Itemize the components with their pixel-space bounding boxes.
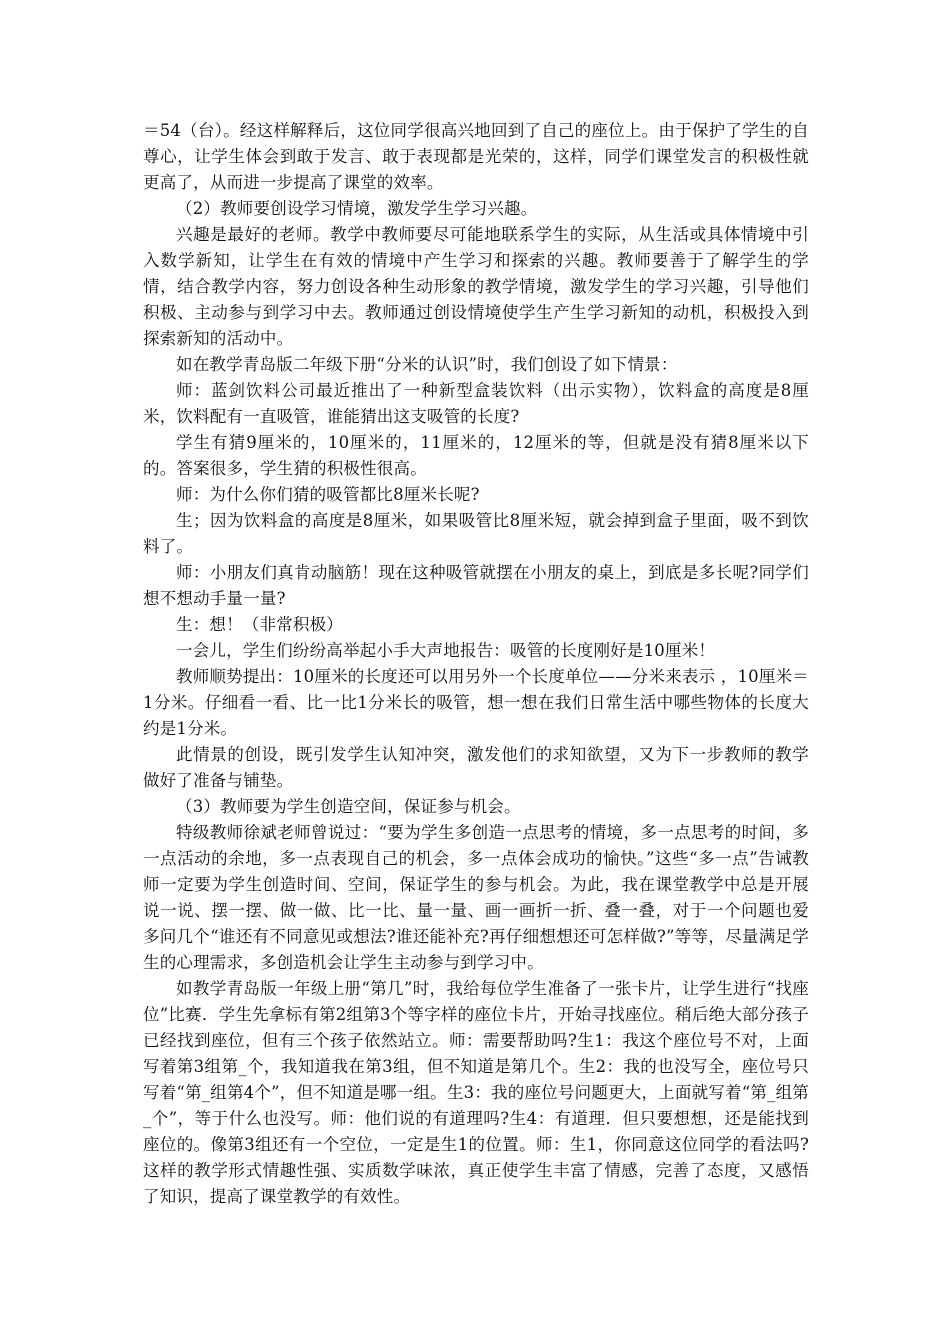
document-body	[143, 118, 809, 1210]
paragraph-7: 师：为什么你们猜的吸管都比8厘米长呢?	[176, 485, 480, 504]
paragraph-4: 如在教学青岛版二年级下册“分米的认识”时，我们创设了如下情景：	[176, 355, 678, 374]
paragraph-8: 生；因为饮料盒的高度是8厘米，如果吸管比8厘米短，就会掉到盒子里面，吸不到饮料了。	[143, 511, 809, 556]
paragraph-6: 学生有猜9厘米的，10厘米的，11厘米的，12厘米的等，但就是没有猜8厘米以下的。答案很多，学生猜的积极性很高。	[143, 433, 809, 478]
paragraph-11: 一会儿，学生们纷纷高举起小手大声地报告：吸管的长度刚好是10厘米！	[176, 641, 716, 660]
section-heading-3: （3）教师要为学生创造空间，保证参与机会。	[176, 797, 521, 816]
paragraph-16: 如教学青岛版一年级上册“第几”时，我给每位学生准备了一张卡片，让学生进行“找座位”比赛．学生先拿标有第2组第3个等字样的座位卡片，开始寻找座位。稍后绝大部分孩子已经找到座位，但有三个孩子依然站立。师：需要帮助吗?生1：我这个座位号不对，上面写着第3组第_个，我知道我在第3组，但不知道是第几个。生2：我的也没写全，座位号只写着“第_组第4个”，但不知道是哪一组。生3：我的座位号问题更大，上面就写着“第_组第_个”，等于什么也没写。师：他们说的有道理吗?生4：有道理．但只要想想，还是能找到座位的。像第3组还有一个空位，一定是生1的位置。师：生1，你同意这位同学的看法吗?这样的教学形式情趣性强、实质数学味浓，真正使学生丰富了情感，完善了态度，又感悟了知识，提高了课堂教学的有效性。	[143, 979, 809, 1206]
paragraph-12: 教师顺势提出：10厘米的长度还可以用另外一个长度单位——分米来表示 ，10厘米＝1分米。仔细看一看、比一比1分米长的吸管，想一想在我们日常生活中哪些物体的长度大约是1分米。	[143, 667, 809, 738]
paragraph-1: ＝54（台）。经这样解释后，这位同学很高兴地回到了自己的座位上。由于保护了学生的自尊心，让学生体会到敢于发言、敢于表现都是光荣的，这样，同学们课堂发言的积极性就更高了，从而进一步提高了课堂的效率。	[143, 121, 809, 192]
paragraph-13: 此情景的创设，既引发学生认知冲突，激发他们的求知欲望，又为下一步教师的教学做好了准备与铺垫。	[143, 745, 809, 790]
paragraph-9: 师：小朋友们真肯动脑筋！现在这种吸管就摆在小朋友的桌上，到底是多长呢?同学们想不想动手量一量?	[143, 563, 809, 608]
paragraph-3: 兴趣是最好的老师。教学中教师要尽可能地联系学生的实际，从生活或具体情境中引入数学新知，让学生在有效的情境中产生学习和探索的兴趣。教师要善于了解学生的学情，结合教学内容，努力创设各种生动形象的教学情境，激发学生的学习兴趣，引导他们积极、主动参与到学习中去。教师通过创设情境使学生产生学习新知的动机，积极投入到探索新知的活动中。	[143, 225, 809, 348]
paragraph-15: 特级教师徐斌老师曾说过：“要为学生多创造一点思考的情境，多一点思考的时间，多一点活动的余地，多一点表现自己的机会，多一点体会成功的愉快。”这些“多一点”告诫教师一定要为学生创造时间、空间，保证学生的参与机会。为此，我在课堂教学中总是开展说一说、摆一摆、做一做、比一比、量一量、画一画折一折、叠一叠，对于一个问题也爱多问几个“谁还有不同意见或想法?谁还能补充?再仔细想想还可怎样做?”等等，尽量满足学生的心理需求，多创造机会让学生主动参与到学习中。	[143, 823, 809, 972]
paragraph-10: 生：想！（非常积极）	[176, 615, 343, 634]
section-heading-2: （2）教师要创设学习情境，激发学生学习兴趣。	[176, 199, 538, 218]
paragraph-5: 师：蓝剑饮料公司最近推出了一种新型盒装饮料（出示实物），饮料盒的高度是8厘米，饮料配有一直吸管，谁能猜出这支吸管的长度?	[143, 381, 809, 426]
